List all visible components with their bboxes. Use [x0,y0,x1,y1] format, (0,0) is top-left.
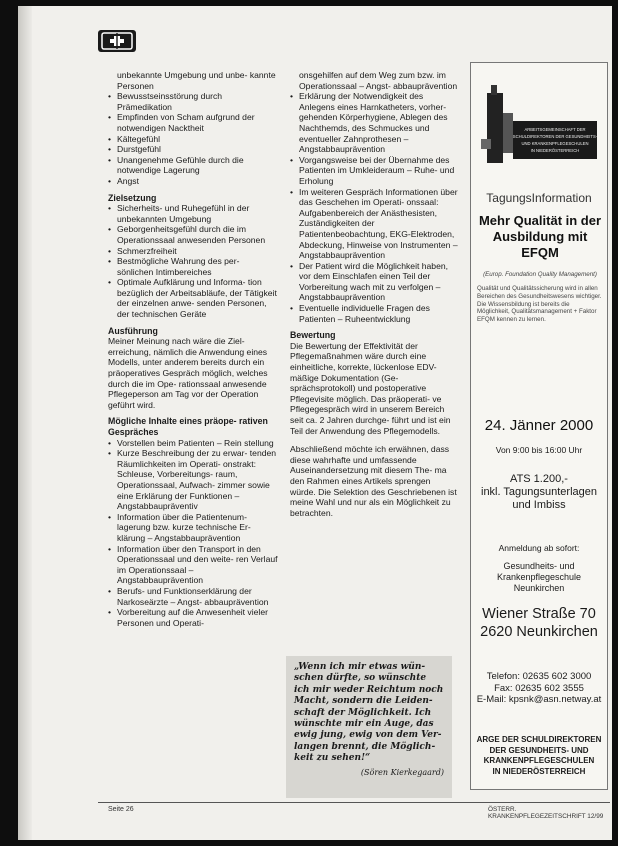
paragraph: Meiner Meinung nach wäre die Ziel- erreichung, nämlich die Anwendung eines Modells, unter anderem bereits durch ein präoperatives Gespräch möglich, welches durch die im Ope- rationssaal anwesende Pflegeperson am Tag vor der Operation geführt wird. [108,336,268,410]
list-item: • Geborgenheitsgefühl durch die im Operationssaal anwesenden Personen [108,224,278,245]
event-banner-image [479,83,599,171]
sidebar-blurb: Qualität und Qualitätssicherung wird in allen Bereichen des Gesundheitswesens wichtiger. Die Wissensbildung ist bereits die Möglichkeit, Qualitätsmanagement + Faktor EFQM kennen zu lernen. [477,285,602,324]
school-line: Krankenpflegeschule [496,572,582,582]
document-page [18,6,612,840]
fax: Fax: 02635 602 3555 [494,682,584,694]
list-item: • Optimale Aufklärung und Informa- tion bezüglich der Arbeitsabläufe, der Tätigkeit der einzelnen anwe- senden Personen, der technischen Geräte [108,277,278,319]
list-item: • Unangenehme Gefühle durch die notwendige Lagerung [108,155,278,176]
event-address [471,605,607,641]
quote-box [286,656,452,798]
banner-line: SCHULDIREKTOREN DER GESUNDHEITS- [512,134,598,139]
list-item: • Vorgangsweise bei der Übernahme des Patienten im Umkleideraum – Ruhe- und Erholung [290,155,458,187]
organizer-line: ARGE DER SCHULDIREKTOREN [476,735,602,744]
price-line: ATS 1.200,- [510,473,568,485]
price-line: und Imbiss [512,499,566,511]
book-spine [18,6,32,840]
event-time: Von 9:00 bis 16:00 Uhr [495,445,583,455]
list-item: • Empfinden von Scham aufgrund der notwendigen Nacktheit [108,112,278,133]
list-item: unbekannte Umgebung und unbe- kannte Personen [117,70,276,91]
zielsetzung-list [108,203,278,320]
organizer-line: KRANKENPFLEGESCHULEN [483,756,595,765]
list-item: • Bewusstseinsstörung durch Prämedikation [108,91,278,112]
list-item: • Vorbereitung auf die Anwesenheit vieler Personen und Operati- [108,607,278,628]
list-item: • Sicherheits- und Ruhegefühl in der unbekannten Umgebung [108,203,278,224]
list-item: • Eventuelle individuelle Fragen des Patienten – Ruheentwicklung [290,303,458,324]
list-item: • Information über die Patientenum- lagerung bzw. kurze technische Er- klärung – Angstabbauprävention [108,512,278,544]
banner-line: ARBEITSGEMEINSCHAFT DER [524,127,586,132]
school-line: Gesundheits- und [503,561,575,571]
phone: Telefon: 02635 602 3000 [486,671,592,682]
list-item: • Der Patient wird die Möglichkeit haben, vor dem Einschlafen einen Teil der Vorbereitung wach mit zu verfolgen – Angstabbauprävention [290,261,458,303]
event-price [471,473,607,512]
event-sidebar [470,62,608,790]
list-item: • Durstgefühl [108,144,278,155]
list-item: • Kurze Beschreibung der zu erwar- tenden Räumlichkeiten im Operati- onstrakt: Schleuse, Vorbereitungs- raum, Operationssaal, Aufwach- zimmer sowie eine Erklärung der Funktionen – Angstabbaupräventiv [108,448,278,512]
list-item: • Berufs- und Funktionserklärung der Narkoseärzte – Angst- abbauprävention [108,586,278,607]
list-item: • Information über den Transport in den Operationssaal und den weite- ren Verlauf im Operationssaal – Angstabbauprävention [108,544,278,586]
paragraph: Abschließend möchte ich erwähnen, dass diese wahrhafte und umfassende Auseinandersetzung mit diesem The- ma den Rahmen eines Artikels sprengen würde. Die Selektion des Geschriebenen ist meine Wahl und nur als ein Möglichkeit zu betrachten. [290,444,457,518]
article-column-2 [290,70,458,518]
list-item: • Im weiteren Gespräch Informationen über das Geschehen im Operati- onssaal: Aufgabenbereich der Anästhesisten, Zuständigkeiten der Patientenbeobachtung, EKG-Elektroden, Abdeckung, Hinweise von Instrumenten – Angstabbauprävention [290,187,458,261]
event-date: 24. Jänner 2000 [484,417,594,434]
section-heading: Bewertung [290,330,336,341]
list-item: • Schmerzfreiheit [108,246,278,257]
address-line: 2620 Neunkirchen [480,624,598,640]
section-heading: Mögliche Inhalte eines präope- rativen Gespräches [108,416,268,437]
price-line: inkl. Tagungsunterlagen [481,486,597,498]
organizer [471,735,607,777]
contact-info [471,671,607,706]
sidebar-title: TagungsInformation [486,191,592,205]
section-heading: Zielsetzung [108,192,157,203]
email: E-Mail: kpsnk@asn.netway.at [476,694,602,705]
sidebar-headline: Mehr Qualität in der Ausbildung mit EFQM [478,213,602,260]
list-item: • Angst [108,176,278,187]
section-heading: Ausführung [108,325,158,336]
top-list [108,70,278,187]
organizer-line: IN NIEDERÖSTERREICH [492,766,586,776]
paragraph: Die Bewertung der Effektivität der Pflegemaßnahmen wäre durch eine einheitliche, korrekte, lückenlose EDV-mäßige Dokumentation (Ge- sprächsprotokoll) und postoperative Pflegevisite möglich. Das präoperati- ve Pflegegespräch wird in unserem Bereich seit ca. 2 Jahren durchge- führt und ist ein Teil der Anwendung des Pflegemodells. [290,340,451,436]
continued-list [290,70,458,324]
banner-line: IN NIEDERÖSTERREICH [530,148,580,153]
school-line: Neunkirchen [513,583,565,593]
quote-text: „Wenn ich mir etwas wün- schen dürfte, so wünschte ich mir weder Reichtum noch Macht, sondern die Leiden- schaft der Möglichkeit. Ich wünschte mir ein Auge, das ewig jung, ewig von dem Ver- langen brennt, die Möglich- keit zu sehen!“ [294,662,444,764]
banner-line: UND KRANKENPFLEGESCHULEN [521,141,589,146]
publication-name: ÖSTERR. KRANKENPFLEGEZEITSCHRIFT 12/99 [488,806,604,820]
sidebar-subhead: (Europ. Foundation Quality Management) [483,271,597,278]
quote-author: (Sören Kierkegaard) [360,767,444,777]
list-item: • Erklärung der Notwendigkeit des Anlegens eines Harnkatheters, vorher- gehenden Körperhygiene, Ablegen des Nachthemds, des Schmuckes und eventueller Zahnprothesen – Angstabbauprävention [290,91,458,155]
school-name [471,561,607,594]
list-item: onsgehilfen auf dem Weg zum bzw. im Operationssaal – Angst- abbauprävention [299,70,458,91]
page-number: Seite 26 [108,806,134,813]
article-column-1 [108,70,278,628]
inhalte-list [108,438,278,629]
footer-rule [98,802,610,803]
registration-label: Anmeldung ab sofort: [498,543,580,553]
list-item: • Vorstellen beim Patienten – Rein stellung [108,438,278,449]
list-item: • Bestmögliche Wahrung des per- sönlichen Intimbereiches [108,256,278,277]
cross-logo-icon [98,30,136,52]
address-line: Wiener Straße 70 [482,606,596,622]
list-item: • Kältegefühl [108,134,278,145]
organizer-line: DER GESUNDHEITS- UND [489,745,589,755]
